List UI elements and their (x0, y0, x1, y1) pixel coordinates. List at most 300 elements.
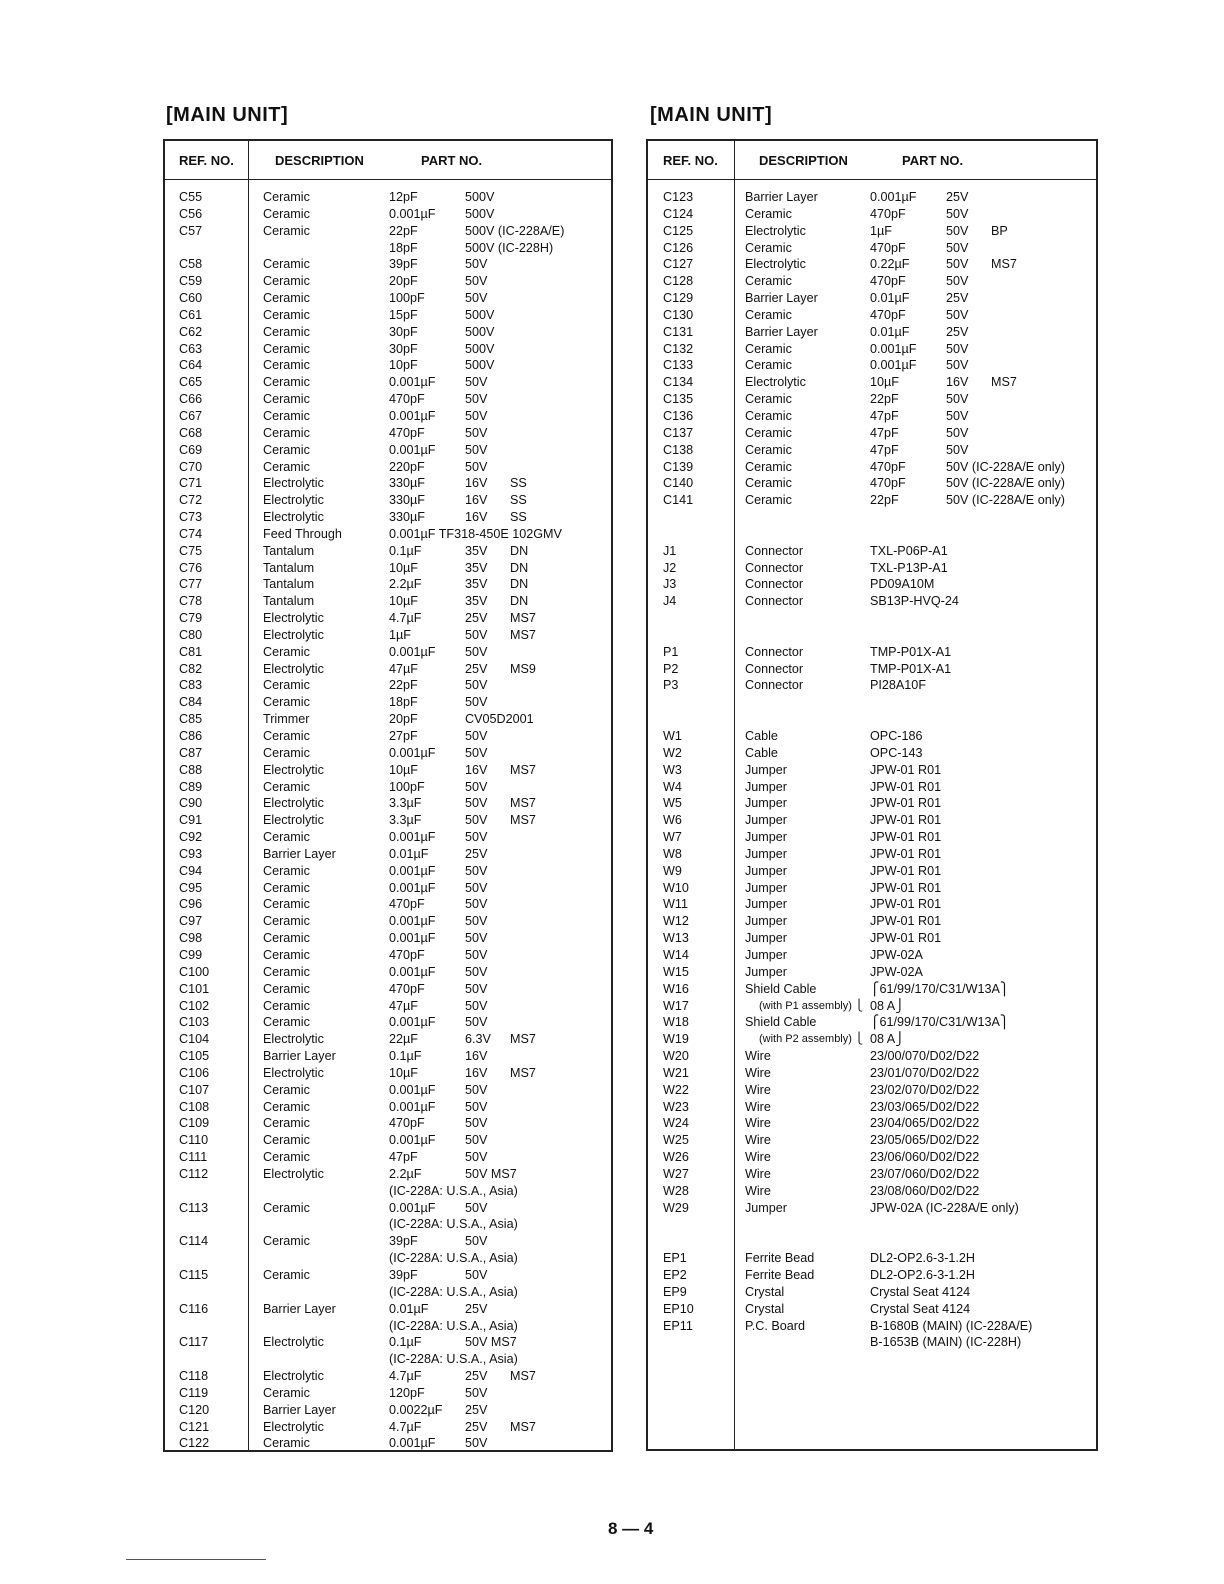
description-cell: Ceramic (745, 425, 792, 440)
rating-cell: 16V (465, 1049, 488, 1064)
table-row (165, 644, 611, 661)
description-cell: Ceramic (263, 678, 310, 693)
description-cell: Jumper (745, 779, 787, 794)
ref-cell: C90 (179, 796, 203, 811)
description-cell: Ceramic (263, 931, 310, 946)
value-cell: 20pF (389, 712, 418, 727)
description-cell: Electrolytic (263, 813, 324, 828)
ref-cell: C104 (179, 1032, 210, 1047)
table-row (648, 560, 1096, 577)
value-cell: 0.001µF (389, 880, 436, 895)
ref-cell: W16 (663, 981, 689, 996)
rating-cell: 50V (465, 813, 488, 828)
value-cell: 47pF (870, 442, 899, 457)
value-cell: B-1680B (MAIN) (IC-228A/E) (870, 1318, 1033, 1333)
value-cell: 3.3µF (389, 796, 422, 811)
description-cell: Ceramic (745, 274, 792, 289)
ref-cell: W13 (663, 931, 689, 946)
ref-cell: C103 (179, 1015, 210, 1030)
table-row (165, 1115, 611, 1132)
table-row (165, 981, 611, 998)
rating-cell: 50V (465, 947, 488, 962)
rating-cell: 35V (465, 560, 488, 575)
value-cell: DL2-OP2.6-3-1.2H (870, 1268, 975, 1282)
description-cell: Ceramic (263, 964, 310, 979)
rating-cell: 50V (465, 931, 488, 946)
value-cell: 10µF (870, 375, 899, 390)
value-cell: 27pF (389, 729, 418, 743)
table-row (165, 812, 611, 829)
value-cell: 47pF (389, 1150, 418, 1165)
table-row (648, 425, 1096, 442)
value-cell: 12pF (389, 190, 418, 204)
description-cell: Ceramic (263, 307, 310, 322)
ref-cell: C139 (663, 459, 694, 474)
rating-cell: 50V (465, 257, 488, 272)
ref-cell: EP11 (663, 1318, 693, 1333)
value-cell: PI28A10F (870, 678, 927, 693)
table-row (648, 408, 1096, 425)
table-row (648, 189, 1096, 206)
table-row (648, 442, 1096, 459)
description-cell: Ceramic (263, 375, 310, 390)
description-cell: Crystal (745, 1301, 785, 1316)
table-row (165, 930, 611, 947)
description-cell: Jumper (745, 846, 787, 861)
table-row (648, 543, 1096, 560)
description-cell: Ceramic (263, 341, 310, 356)
rating-cell: 25V (465, 846, 488, 861)
spec-cell: MS7 (510, 1419, 536, 1434)
ref-cell: J3 (663, 577, 677, 592)
description-cell: Electrolytic (263, 1032, 324, 1047)
spec-cell: MS7 (510, 611, 536, 626)
value-cell: 0.01µF (870, 324, 910, 339)
table-row (165, 324, 611, 341)
table-row (165, 408, 611, 425)
value-cell: ⎧61/99/170/C31/W13A⎫ (870, 1015, 1010, 1030)
value-cell: 22pF (870, 392, 899, 407)
value-cell: 0.001µF TF318-450E 102GMV (389, 526, 562, 541)
table-row (165, 1048, 611, 1065)
ref-cell: W14 (663, 947, 689, 962)
table-row (165, 1368, 611, 1385)
description-cell: Electrolytic (745, 375, 806, 390)
table-row (165, 964, 611, 981)
value-cell: 2.2µF (389, 1166, 422, 1181)
value-cell: 330µF (389, 510, 425, 525)
rating-cell: 25V (946, 324, 969, 339)
rating-cell: 16V (465, 493, 488, 508)
description-cell: Ceramic (745, 408, 792, 423)
rating-cell: 500V (465, 358, 495, 373)
table-row (648, 1318, 1096, 1335)
value-cell: 0.001µF (389, 644, 436, 659)
table-row (648, 1031, 1096, 1048)
ref-cell: W26 (663, 1150, 689, 1165)
value-cell: DL2-OP2.6-3-1.2H (870, 1251, 975, 1266)
ref-cell: C124 (663, 206, 694, 221)
ref-cell: C122 (179, 1436, 210, 1451)
table-row (165, 1435, 611, 1452)
description-cell: Barrier Layer (745, 291, 818, 306)
rating-cell: 50V (946, 274, 969, 289)
value-cell: 0.01µF (870, 291, 910, 306)
ref-cell: C76 (179, 560, 203, 575)
ref-cell: W9 (663, 863, 682, 878)
table-row (648, 762, 1096, 779)
value-cell: 23/08/060/D02/D22 (870, 1183, 980, 1198)
value-cell: 100pF (389, 779, 425, 794)
col-header-description: DESCRIPTION (759, 153, 848, 168)
ref-cell: C115 (179, 1268, 209, 1282)
description-cell: Jumper (745, 931, 787, 946)
description-cell: Electrolytic (263, 1065, 324, 1080)
rating-cell: 50V (946, 442, 969, 457)
rating-cell: 16V (465, 1065, 488, 1080)
table-row (165, 627, 611, 644)
table-row (165, 593, 611, 610)
table-row (648, 1250, 1096, 1267)
ref-cell: C107 (179, 1082, 210, 1097)
value-cell: 470pF (389, 947, 425, 962)
rating-cell: 16V (465, 476, 488, 491)
value-cell: 23/05/065/D02/D22 (870, 1133, 980, 1148)
table-row (165, 913, 611, 930)
table-row (648, 644, 1096, 661)
table-row (648, 896, 1096, 913)
value-cell: 100pF (389, 291, 425, 306)
value-cell: 0.001µF (389, 375, 436, 390)
description-cell: Electrolytic (263, 1166, 324, 1181)
ref-cell: W24 (663, 1116, 689, 1131)
rating-cell: 50V (465, 729, 488, 743)
ref-cell: C63 (179, 341, 203, 356)
rating-cell: 16V (465, 762, 488, 777)
ref-cell: W17 (663, 998, 689, 1013)
value-cell: 0.001µF (870, 190, 917, 204)
rating-cell: 50V (946, 257, 969, 272)
table-row (648, 964, 1096, 981)
value-cell: 23/01/070/D02/D22 (870, 1065, 980, 1080)
ref-cell: C56 (179, 206, 203, 221)
rating-cell: 35V (465, 577, 488, 592)
description-cell: Ceramic (263, 206, 310, 221)
table-row (648, 1048, 1096, 1065)
ref-cell: C113 (179, 1200, 209, 1215)
ref-cell: C120 (179, 1402, 210, 1417)
value-cell: 39pF (389, 1268, 418, 1282)
description-cell: Jumper (745, 863, 787, 878)
spec-cell: MS7 (510, 813, 536, 828)
table-row (648, 1099, 1096, 1116)
description-cell: Ceramic (745, 341, 792, 356)
description-cell: Ferrite Bead (745, 1268, 815, 1282)
table-row (648, 509, 1096, 526)
rating-cell: 50V MS7 (465, 1335, 517, 1350)
value-cell: JPW-01 R01 (870, 762, 942, 777)
description-cell: Ceramic (745, 459, 792, 474)
table-row (165, 1385, 611, 1402)
description-cell: Ceramic (263, 1116, 310, 1131)
table-row (648, 1014, 1096, 1031)
value-cell: ⎧61/99/170/C31/W13A⎫ (870, 981, 1010, 996)
ref-cell: C96 (179, 897, 203, 912)
value-cell: 10µF (389, 594, 418, 609)
value-cell: (IC-228A: U.S.A., Asia) (389, 1352, 518, 1367)
description-cell: Ceramic (263, 1436, 310, 1451)
rating-cell: 25V (465, 1419, 488, 1434)
value-cell: JPW-01 R01 (870, 813, 942, 828)
rating-cell: 50V (465, 1015, 488, 1030)
ref-cell: C68 (179, 425, 203, 440)
description-cell: Connector (745, 543, 804, 558)
value-cell: 10µF (389, 1065, 418, 1080)
value-cell: 0.01µF (389, 846, 429, 861)
rating-cell: 50V (465, 1200, 488, 1215)
ref-cell: C111 (179, 1150, 208, 1165)
value-cell: 3.3µF (389, 813, 422, 828)
rating-cell: 500V (IC-228A/E) (465, 223, 565, 238)
description-cell: Tantalum (263, 560, 315, 575)
table-row (165, 1031, 611, 1048)
ref-cell: C55 (179, 190, 203, 204)
table-row (165, 509, 611, 526)
rating-cell: 50V (465, 1099, 488, 1114)
spec-cell: MS9 (510, 661, 536, 676)
value-cell: B-1653B (MAIN) (IC-228H) (870, 1335, 1022, 1350)
ref-cell: W7 (663, 830, 682, 845)
ref-cell: C117 (179, 1335, 209, 1350)
table-row (165, 442, 611, 459)
ref-cell: C85 (179, 712, 203, 727)
value-cell: TMP-P01X-A1 (870, 644, 952, 659)
value-cell: 470pF (870, 274, 906, 289)
value-cell: 20pF (389, 274, 418, 289)
table-row (165, 1183, 611, 1200)
spec-cell: MS7 (991, 375, 1017, 390)
value-cell: 0.1µF (389, 543, 422, 558)
value-cell: 47µF (389, 998, 418, 1013)
ref-cell: W8 (663, 846, 682, 861)
description-cell: Ceramic (263, 830, 310, 845)
rating-cell: 50V (465, 425, 488, 440)
rating-cell: 50V (946, 206, 969, 221)
ref-cell: C127 (663, 257, 694, 272)
ref-cell: W1 (663, 729, 682, 743)
value-cell: Crystal Seat 4124 (870, 1301, 971, 1316)
description-cell: P.C. Board (745, 1318, 805, 1333)
rating-cell: 16V (465, 510, 488, 525)
table-row (165, 425, 611, 442)
table-row (165, 896, 611, 913)
value-cell: 470pF (389, 897, 425, 912)
description-cell: Electrolytic (263, 627, 324, 642)
description-cell: Ceramic (263, 1385, 310, 1400)
rating-cell: 500V (465, 341, 495, 356)
table-row (165, 863, 611, 880)
value-cell: 10pF (389, 358, 418, 373)
rating-cell: 500V (IC-228H) (465, 240, 554, 255)
table-row (165, 1014, 611, 1031)
table-row (165, 1132, 611, 1149)
ref-cell: W29 (663, 1200, 689, 1215)
rating-cell: 50V (946, 307, 969, 322)
table-row (648, 290, 1096, 307)
value-cell: JPW-01 R01 (870, 779, 942, 794)
col-header-part-no: PART NO. (902, 153, 964, 168)
description-cell: Electrolytic (263, 493, 324, 508)
description-cell: Tantalum (263, 543, 315, 558)
table-row (165, 779, 611, 796)
ref-cell: C81 (179, 644, 203, 659)
description-cell: Electrolytic (263, 1369, 324, 1384)
description-cell: Cable (745, 729, 778, 743)
footer-rule (126, 1559, 266, 1560)
table-row (165, 829, 611, 846)
table-row (165, 240, 611, 257)
rating-cell: 50V (465, 274, 488, 289)
description-cell: Wire (745, 1099, 771, 1114)
left-title: [MAIN UNIT] (166, 104, 289, 126)
ref-cell: C98 (179, 931, 203, 946)
ref-cell: W27 (663, 1166, 689, 1181)
value-cell: 08 A⎭ (870, 998, 905, 1013)
description-cell: Ceramic (263, 745, 310, 760)
description-cell: Tantalum (263, 594, 315, 609)
table-row (165, 728, 611, 745)
ref-cell: C128 (663, 274, 694, 289)
table-row (165, 341, 611, 358)
ref-cell: C100 (179, 964, 210, 979)
ref-cell: C58 (179, 257, 203, 272)
description-cell: Wire (745, 1166, 771, 1181)
table-row (165, 391, 611, 408)
value-cell: JPW-02A (870, 964, 923, 979)
table-row (648, 492, 1096, 509)
description-cell: Barrier Layer (263, 1049, 336, 1064)
table-row (165, 576, 611, 593)
rating-cell: 500V (465, 190, 495, 204)
description-cell: Ceramic (745, 493, 792, 508)
rating-cell: 35V (465, 543, 488, 558)
table-row (165, 1351, 611, 1368)
table-row (648, 1301, 1096, 1318)
value-cell: 30pF (389, 324, 418, 339)
value-cell: 470pF (870, 307, 906, 322)
value-cell: 470pF (389, 392, 425, 407)
description-cell: Crystal (745, 1284, 785, 1299)
description-cell: Wire (745, 1183, 771, 1198)
table-row (648, 677, 1096, 694)
description-cell: Ceramic (263, 1268, 310, 1282)
rating-cell: 50V (IC-228A/E only) (946, 493, 1065, 508)
table-row (165, 1065, 611, 1082)
table-row (165, 677, 611, 694)
table-row (648, 459, 1096, 476)
rating-cell: 50V (946, 425, 969, 440)
value-cell: JPW-01 R01 (870, 931, 942, 946)
rating-cell: 50V (465, 459, 488, 474)
rating-cell: 50V (465, 627, 488, 642)
right-title: [MAIN UNIT] (650, 104, 773, 126)
ref-cell: C106 (179, 1065, 210, 1080)
ref-cell: C130 (663, 307, 694, 322)
table-row (165, 880, 611, 897)
ref-cell: C60 (179, 291, 203, 306)
description-cell: Ceramic (263, 947, 310, 962)
table-row (648, 627, 1096, 644)
ref-cell: W10 (663, 880, 689, 895)
table-row (648, 795, 1096, 812)
value-cell: 0.001µF (389, 206, 436, 221)
rating-cell: 500V (465, 307, 495, 322)
rating-cell: 50V (946, 240, 969, 255)
table-row (648, 812, 1096, 829)
value-cell: 0.001µF (389, 442, 436, 457)
ref-cell: W2 (663, 745, 682, 760)
value-cell: 2.2µF (389, 577, 422, 592)
description-cell: Connector (745, 577, 804, 592)
table-row (648, 576, 1096, 593)
description-cell: Jumper (745, 1200, 787, 1215)
ref-cell: C116 (179, 1301, 209, 1316)
value-cell: 0.1µF (389, 1335, 422, 1350)
ref-cell: W4 (663, 779, 682, 794)
ref-cell: C101 (179, 981, 210, 996)
description-cell: Ceramic (263, 1082, 310, 1097)
table-row (648, 880, 1096, 897)
ref-cell: W5 (663, 796, 682, 811)
table-row (165, 357, 611, 374)
value-cell: 18pF (389, 695, 418, 710)
description-cell: Ceramic (263, 442, 310, 457)
spec-cell: MS7 (510, 796, 536, 811)
description-cell: Ceramic (263, 981, 310, 996)
description-cell: Ceramic (263, 914, 310, 929)
value-cell: 470pF (870, 240, 906, 255)
table-row (165, 745, 611, 762)
ref-cell: J4 (663, 594, 677, 609)
rating-cell: 25V (465, 611, 488, 626)
description-cell: Ceramic (263, 1015, 310, 1030)
rating-cell: 50V (465, 644, 488, 659)
value-cell: 220pF (389, 459, 425, 474)
value-cell: 0.001µF (389, 914, 436, 929)
table-row (648, 307, 1096, 324)
value-cell: 470pF (870, 206, 906, 221)
value-cell: 0.001µF (389, 1436, 436, 1451)
table-row (648, 1233, 1096, 1250)
spec-cell: MS7 (510, 627, 536, 642)
rating-cell: 50V (465, 375, 488, 390)
value-cell: (IC-228A: U.S.A., Asia) (389, 1318, 518, 1333)
description-cell: Ceramic (263, 291, 310, 306)
value-cell: 4.7µF (389, 1419, 422, 1434)
page-number: 8 — 4 (608, 1519, 654, 1538)
description-cell: Electrolytic (263, 476, 324, 491)
ref-cell: C102 (179, 998, 210, 1013)
rating-cell: 50V (465, 1268, 488, 1282)
description-cell: Wire (745, 1133, 771, 1148)
rating-cell: 35V (465, 594, 488, 609)
value-cell: JPW-01 R01 (870, 796, 942, 811)
ref-cell: C119 (179, 1385, 209, 1400)
table-row (165, 1099, 611, 1116)
table-row (165, 1402, 611, 1419)
ref-cell: W19 (663, 1032, 689, 1047)
rating-cell: 50V (465, 745, 488, 760)
